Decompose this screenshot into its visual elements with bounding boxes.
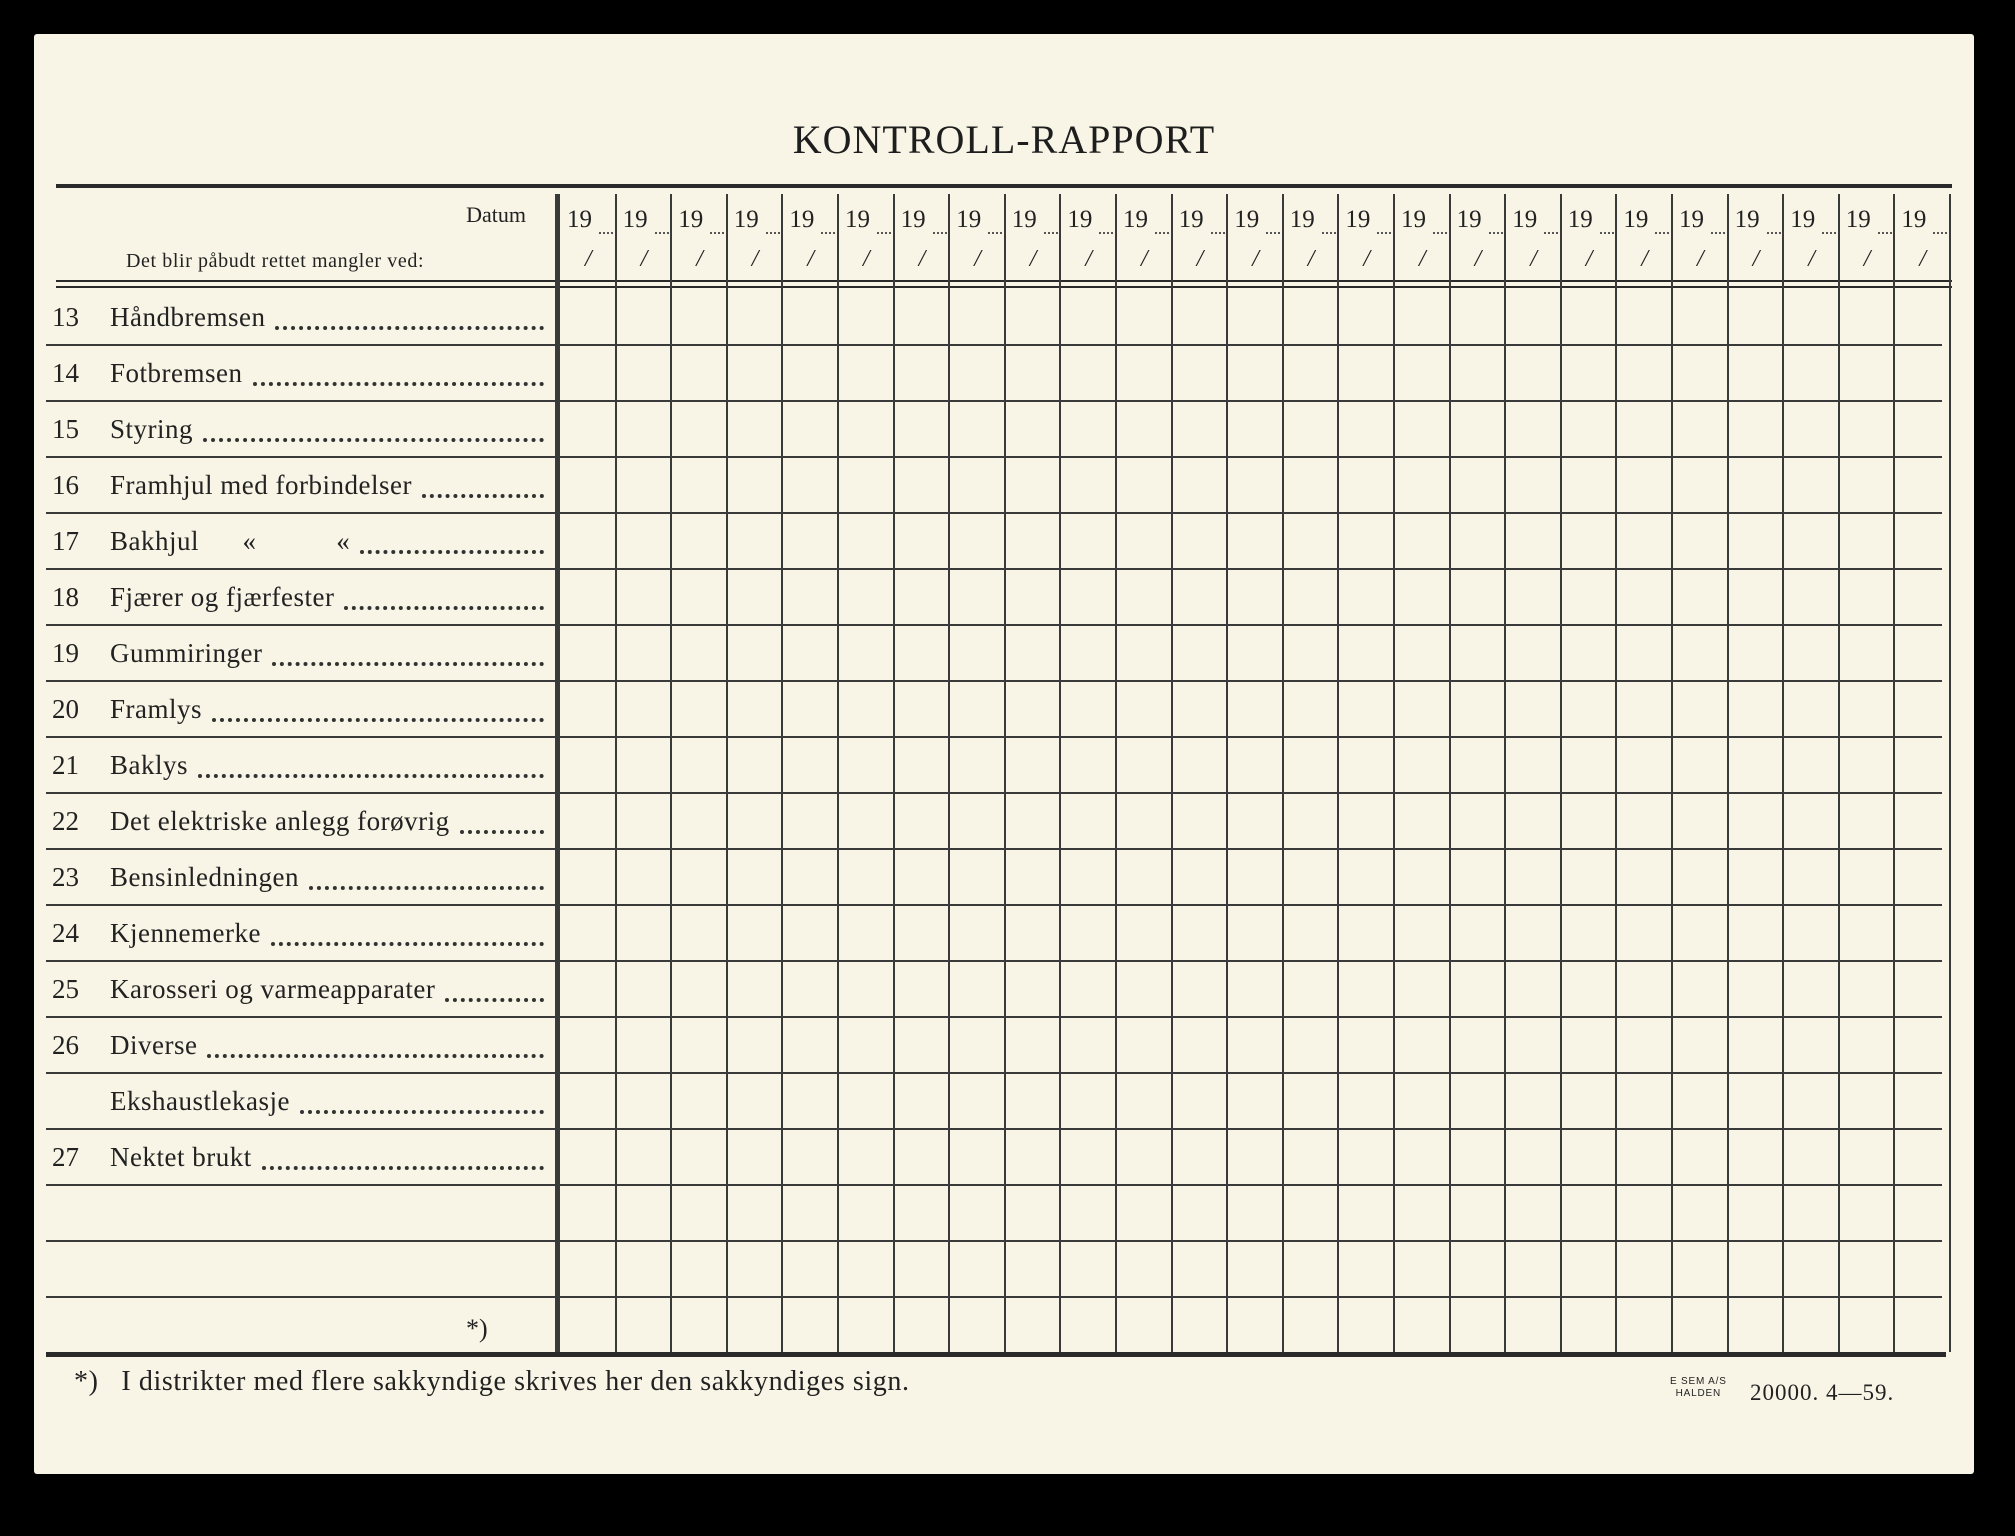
row-label: Fotbremsen [110,358,243,388]
year-blank[interactable] [1099,232,1113,234]
date-column-header [1673,206,1728,306]
row-label: Framlys [110,694,203,724]
printer-imprint [1670,1376,1727,1400]
row-number: 16 [52,470,79,500]
date-slash: / [1863,246,1871,272]
date-slash: / [1474,246,1482,272]
leader-dots [445,998,544,1002]
leader-dots [212,718,544,722]
year-prefix: 19 [1623,206,1649,233]
leader-dots [262,1166,544,1170]
date-slash: / [1752,246,1760,272]
date-column-line [1949,194,1951,1352]
row-number: 14 [52,358,79,388]
year-prefix: 19 [1234,206,1260,233]
year-prefix: 19 [1845,206,1871,233]
year-blank[interactable] [821,232,835,234]
signature-marker: *) [466,1314,488,1343]
date-column-header [1562,206,1617,306]
date-slash: / [1029,246,1037,272]
year-blank[interactable] [1544,232,1558,234]
date-slash: / [1808,246,1815,272]
year-blank[interactable] [1489,232,1503,234]
year-prefix: 19 [1567,206,1593,233]
year-prefix: 19 [789,206,815,233]
date-column-header [1451,206,1506,306]
leader-dots [203,438,544,442]
year-prefix: 19 [1067,206,1093,233]
date-column-header [839,206,894,306]
year-blank[interactable] [933,232,947,234]
year-blank[interactable] [1266,232,1280,234]
date-column-line [1893,194,1895,1352]
leader-dots [198,774,544,778]
row-label: Styring [110,414,194,444]
row-number: 24 [52,918,79,948]
year-prefix: 19 [1734,206,1760,233]
date-column-header [783,206,838,306]
year-blank[interactable] [599,232,613,234]
row-number: 26 [52,1030,79,1060]
row-line [46,568,1942,570]
date-column-header [1173,206,1228,306]
form-title: KONTROLL-RAPPORT [792,117,1216,162]
year-blank[interactable] [1878,232,1892,234]
row-line [46,680,1942,682]
leader-dots [272,662,544,666]
date-slash: / [1085,246,1093,272]
date-column-line [1171,194,1173,1352]
date-column-header [1617,206,1672,306]
date-column-header [728,206,783,306]
year-prefix: 19 [622,206,648,233]
year-blank[interactable] [1322,232,1336,234]
datum-label: Datum [466,202,526,227]
year-prefix: 19 [1345,206,1371,233]
row-number: 23 [52,862,79,892]
row-label: Det elektriske anlegg forøvrig [110,806,450,836]
date-slash: / [1141,246,1148,272]
year-prefix: 19 [1456,206,1482,233]
date-column-header [1729,206,1784,306]
year-prefix: 19 [1401,206,1426,233]
date-column-line [1059,194,1061,1352]
year-blank[interactable] [655,232,669,234]
date-slash: / [696,246,703,272]
date-column-header [1895,206,1950,306]
row-line [46,1128,1942,1130]
year-blank[interactable] [1600,232,1614,234]
date-column-header [1061,206,1116,306]
date-column-header [672,206,727,306]
date-column-line [1337,194,1339,1352]
date-column-header [1339,206,1394,306]
year-blank[interactable] [710,232,724,234]
row-number: 15 [52,414,79,444]
leader-dots [275,326,544,330]
leader-dots [309,886,544,890]
row-line [46,848,1942,850]
year-blank[interactable] [1155,232,1169,234]
date-column-header [1395,206,1450,306]
year-blank[interactable] [1655,232,1669,234]
row-line [46,1016,1942,1018]
row-line [46,736,1942,738]
date-column-header [1284,206,1339,306]
leader-dots [300,1110,544,1114]
date-slash: / [751,246,759,272]
date-slash: / [1363,246,1371,272]
row-line [46,904,1942,906]
date-slash: / [640,246,648,272]
row-line [46,456,1942,458]
date-slash: / [974,246,981,272]
leader-dots [460,830,544,834]
date-column-line [1004,194,1006,1352]
row-number: 25 [52,974,79,1004]
date-column-header [1506,206,1561,306]
row-number: 21 [52,750,79,780]
date-column-line [1226,194,1228,1352]
year-blank[interactable] [1933,232,1947,234]
row-line [46,344,1942,346]
row-number: 18 [52,582,79,612]
date-column-line [1115,194,1117,1352]
date-slash: / [1252,246,1259,272]
row-line [46,1296,1942,1298]
date-column-header [1840,206,1895,306]
row-label: Bakhjul « « [110,526,351,556]
year-blank[interactable] [1044,232,1058,234]
footnote: *) I distrikter med flere sakkyndige skrives her den sakkyndiges sign. [74,1366,910,1397]
date-slash: / [585,246,592,272]
year-blank[interactable] [1767,232,1781,234]
date-slash: / [1530,246,1537,272]
row-number: 13 [52,302,79,332]
row-label: Baklys [110,750,189,780]
date-column-line [1671,194,1673,1352]
row-label: Diverse [110,1030,198,1060]
leader-dots [271,942,544,946]
date-column-line [1615,194,1617,1352]
date-slash: / [1585,246,1593,272]
year-blank[interactable] [1211,232,1225,234]
year-prefix: 19 [1289,206,1315,233]
row-label: Nektet brukt [110,1142,252,1172]
row-label: Fjærer og fjærfester [110,582,335,612]
date-column-header [1006,206,1061,306]
row-number: 20 [52,694,79,724]
row-label: Karosseri og varmeapparater [110,974,436,1004]
year-prefix: 19 [956,206,982,233]
date-slash: / [1697,246,1704,272]
date-column-header [895,206,950,306]
date-column-header [1117,206,1172,306]
year-prefix: 19 [1679,206,1704,233]
year-prefix: 19 [733,206,759,233]
date-column-line [1393,194,1395,1352]
row-line [46,1184,1942,1186]
date-column-header [1784,206,1839,306]
date-slash: / [918,246,926,272]
date-column-header [617,206,672,306]
date-column-line [1282,194,1284,1352]
year-prefix: 19 [1011,206,1037,233]
date-slash: / [1196,246,1204,272]
year-blank[interactable] [988,232,1002,234]
row-label: Bensinledningen [110,862,299,892]
year-blank[interactable] [1711,232,1725,234]
year-prefix: 19 [900,206,926,233]
date-slash: / [1641,246,1649,272]
row-number: 17 [52,526,79,556]
year-blank[interactable] [1377,232,1391,234]
date-column-header [950,206,1005,306]
year-prefix: 19 [845,206,870,233]
leader-dots [344,606,544,610]
year-prefix: 19 [567,206,592,233]
year-prefix: 19 [1512,206,1538,233]
row-line [46,1072,1942,1074]
year-prefix: 19 [1790,206,1816,233]
date-column-header [561,206,616,306]
year-prefix: 19 [1901,206,1927,233]
date-slash: / [1307,246,1315,272]
leader-dots [360,550,544,554]
row-line [46,512,1942,514]
row-number: 19 [52,638,79,668]
date-column-header [1228,206,1283,306]
year-blank[interactable] [1433,232,1447,234]
leader-dots [422,494,544,498]
date-column-line [1504,194,1506,1352]
date-slash: / [1919,246,1927,272]
printer-name: E SEM A/S [1670,1376,1727,1387]
date-column-line [726,194,728,1352]
row-line [46,400,1942,402]
form-card [34,34,1974,1474]
print-number: 20000. 4—59. [1750,1380,1895,1405]
date-slash: / [807,246,815,272]
date-column-line [1727,194,1729,1352]
year-prefix: 19 [678,206,704,233]
label-column-divider [555,194,560,1352]
date-column-line [670,194,672,1352]
leader-dots [207,1054,544,1058]
year-blank[interactable] [1822,232,1836,234]
row-label: Håndbremsen [110,302,266,332]
date-slash: / [1419,246,1426,272]
leader-dots [253,382,544,386]
date-column-line [1838,194,1840,1352]
row-label: Kjennemerke [110,918,261,948]
bottom-rule [46,1352,1946,1357]
date-column-line [893,194,895,1352]
row-line [46,624,1942,626]
row-line [46,960,1942,962]
mangler-subheading: Det blir påbudt rettet mangler ved: [126,250,425,272]
row-label: Gummiringer [110,638,263,668]
row-label: Ekshaustlekasje [110,1086,290,1116]
date-column-line [781,194,783,1352]
row-line [46,792,1942,794]
date-slash: / [863,246,870,272]
top-rule [56,184,1952,188]
date-column-line [1560,194,1562,1352]
row-number: 22 [52,806,79,836]
row-label: Framhjul med forbindelser [110,470,412,500]
year-prefix: 19 [1123,206,1148,233]
date-column-line [837,194,839,1352]
row-line [46,1240,1942,1242]
printer-city: HALDEN [1675,1388,1722,1399]
date-column-line [615,194,617,1352]
date-column-line [948,194,950,1352]
year-blank[interactable] [766,232,780,234]
date-column-line [1782,194,1784,1352]
year-prefix: 19 [1178,206,1204,233]
row-number: 27 [52,1142,79,1172]
date-column-line [1449,194,1451,1352]
year-blank[interactable] [877,232,891,234]
